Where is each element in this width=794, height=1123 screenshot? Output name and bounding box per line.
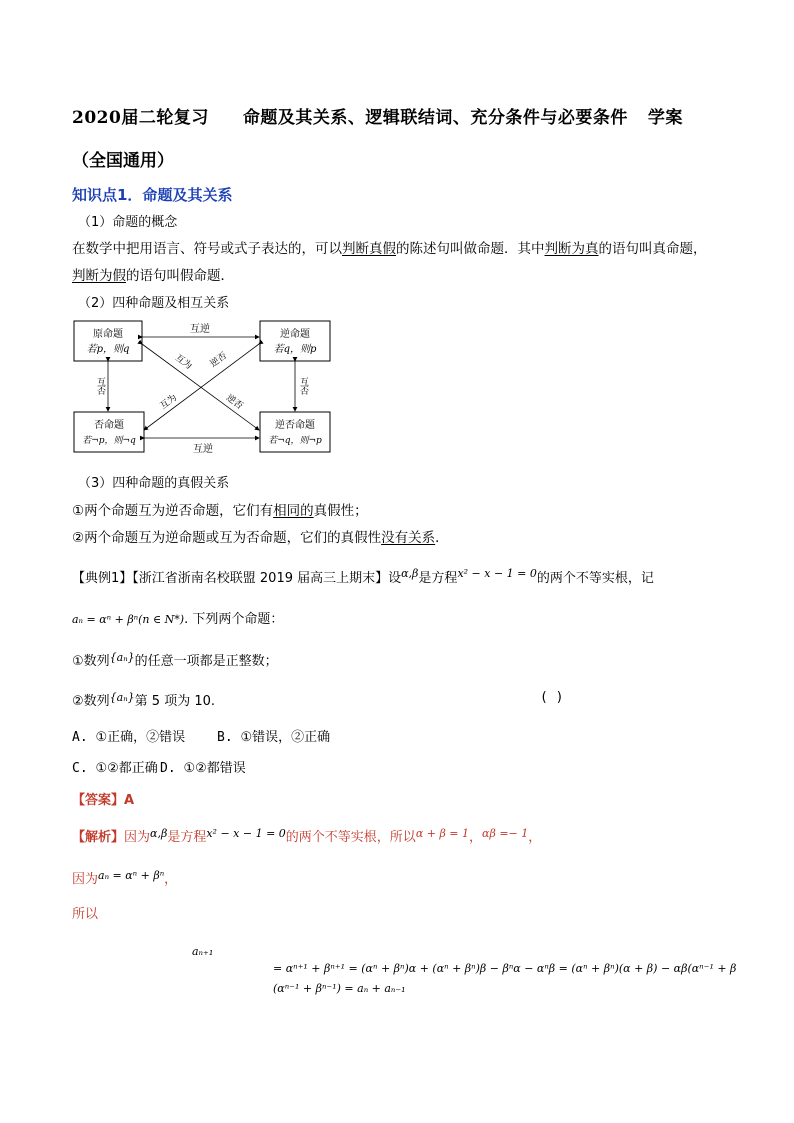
box-original-text: 若p，则q: [86, 344, 130, 355]
title-suffix: 学案: [647, 108, 683, 128]
text: ①两个命题互为逆否命题，它们有: [72, 503, 274, 519]
text: ，: [528, 830, 542, 845]
text: 的任意一项都是正整数；: [134, 654, 278, 669]
truth-point-2: [72, 526, 449, 546]
text: ，: [469, 830, 483, 845]
example-seq-def: [72, 608, 283, 627]
text: 因为: [72, 872, 99, 887]
formula-lhs: aₙ₊₁: [192, 945, 214, 958]
section-heading: 知识点1．命题及其关系: [72, 186, 233, 204]
box-contrapositive: [260, 412, 330, 452]
box-original: [74, 321, 142, 361]
underline-text: 判断为真: [544, 241, 599, 257]
option-d: D. ①②都错误: [160, 761, 246, 776]
analysis-line: [72, 826, 541, 845]
math-alpha-beta: α,β: [401, 567, 419, 580]
text: ②两个命题互为逆命题或互为否命题，它们的真假性: [72, 530, 382, 546]
document-subtitle: （全国通用）: [72, 151, 174, 171]
proposition-1: [72, 650, 278, 669]
formula-line-1: = αⁿ⁺¹ + βⁿ⁺¹ = (αⁿ + βⁿ)α + (αⁿ + βⁿ)β − βⁿα − αⁿβ = (αⁿ + βⁿ)(α + β) − αβ(αⁿ⁻¹ + β: [273, 962, 737, 975]
label-diag-4: 逆否: [223, 393, 245, 412]
item3-title: （3）四种命题的真假关系: [78, 476, 230, 491]
underline-text: 没有关系: [381, 530, 436, 546]
answer-label: 【答案】: [72, 793, 125, 808]
text: 的语句叫真命题，: [598, 241, 707, 257]
option-c: C. ①②都正确: [72, 761, 158, 776]
text: 第 5 项为 10.: [134, 694, 216, 709]
text: ，: [164, 872, 178, 887]
item2-title: （2）四种命题及相互关系: [78, 296, 230, 311]
analysis-label: 【解析】: [72, 830, 125, 845]
underline-text: 判断真假: [342, 241, 396, 257]
text: 真假性；: [313, 503, 368, 519]
therefore-line: 所以: [72, 907, 99, 922]
text: ②数列: [72, 694, 110, 709]
label-bottom: 互逆: [193, 444, 213, 455]
label-diag-2: 逆否: [208, 351, 230, 370]
text: 的两个不等实根，记: [536, 571, 654, 586]
text: 的陈述句叫做命题．其中: [396, 241, 545, 257]
title-prefix: 2020届二轮复习: [72, 108, 209, 128]
title-topic: 命题及其关系、逻辑联结词、充分条件与必要条件: [242, 108, 628, 128]
math-alpha-beta: α,β: [150, 827, 168, 840]
label-diag-3: 互为: [158, 393, 180, 412]
math-seq: {aₙ}: [109, 651, 135, 664]
math-seq: {aₙ}: [109, 691, 135, 704]
label-right: 互否: [298, 377, 308, 395]
box-original-title: 原命题: [93, 329, 123, 340]
definition-line-2: [72, 264, 234, 284]
text: 的两个不等实根，所以: [285, 830, 416, 845]
text: 是方程: [418, 571, 458, 586]
box-contra-title: 逆否命题: [275, 420, 315, 431]
text: ①数列: [72, 654, 110, 669]
box-converse-title: 逆命题: [280, 329, 310, 340]
option-a: A. ①正确，②错误: [72, 730, 186, 745]
text: 因为: [124, 830, 151, 845]
example-stem: [72, 567, 654, 586]
math-equation: x² − x − 1 = 0: [457, 567, 537, 580]
math-seq-def: aₙ = αⁿ + βⁿ(n ∈ N*): [72, 613, 185, 626]
box-converse-text: 若q，则p: [273, 344, 317, 355]
underline-text: 判断为假: [72, 268, 126, 284]
label-top: 互逆: [190, 324, 210, 335]
box-converse: [260, 321, 330, 361]
text: 是方程: [167, 830, 207, 845]
definition-line-1: [72, 237, 707, 257]
four-propositions-diagram: [70, 316, 340, 456]
answer-line: [72, 789, 134, 808]
item1-title: （1）命题的概念: [78, 215, 178, 230]
math-equation: x² − x − 1 = 0: [206, 827, 286, 840]
text: 【典例1】【浙江省浙南名校联盟 2019 届高三上期末】设: [72, 571, 402, 586]
formula-line-2: (αⁿ⁻¹ + βⁿ⁻¹) = aₙ + aₙ₋₁: [273, 982, 406, 995]
document-title: [72, 103, 683, 128]
proposition-2: [72, 690, 215, 709]
box-contra-text: 若¬q，则¬p: [268, 436, 322, 446]
text: ．: [435, 530, 449, 546]
answer-bracket: ( ): [540, 690, 564, 705]
text: 的语句叫假命题．: [126, 268, 234, 284]
truth-point-1: [72, 499, 368, 519]
box-inverse-title: 否命题: [94, 420, 124, 431]
text: 在数学中把用语言、符号或式子表达的，可以: [72, 241, 342, 257]
text: . 下列两个命题：: [184, 612, 284, 627]
underline-text: 相同的: [273, 503, 314, 519]
label-left: 互否: [95, 377, 105, 395]
label-diag-1: 互为: [172, 353, 194, 372]
box-inverse-text: 若¬p，则¬q: [82, 436, 136, 446]
answer-value: A: [124, 793, 135, 808]
math-product: αβ =− 1: [482, 827, 529, 840]
math-seq-def: aₙ = αⁿ + βⁿ: [98, 869, 165, 882]
because-line: [72, 868, 177, 887]
option-b: B. ①错误，②正确: [217, 730, 331, 745]
math-sum: α + β = 1: [415, 827, 470, 840]
box-inverse: [74, 412, 144, 452]
